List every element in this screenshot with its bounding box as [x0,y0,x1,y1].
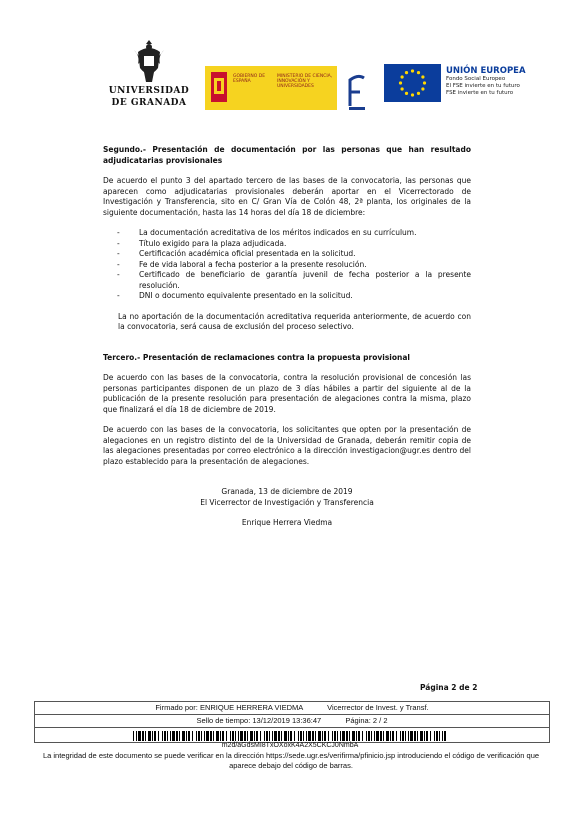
barcode-bar [198,731,200,741]
barcode-bar [400,731,401,741]
barcode-bar [154,731,156,741]
ministry-label: MINISTERIO DE CIENCIA, INNOVACIÓN Y UNIVERSIDADES [277,74,333,89]
list-item: - DNI o documento equivalente presentado en la solicitud. [117,291,353,300]
list-item: - Fe de vida laboral a fecha posterior a la presente resolución. [117,259,367,269]
barcode-bar [368,731,370,741]
section3-paragraph-2: De acuerdo con las bases de la convocatoria, los solicitantes que opten por la presentación de alegaciones en un registro distinto del de la Universidad de Granada, deberán remitir copia de las alegaciones presentadas por correo electrónico a la dirección investigacion@ugr.es dentro del plazo establecido para la presentación de alegaciones. [103,425,471,466]
barcode-bar [332,731,333,741]
barcode-bar [247,731,248,741]
barcode-bar [210,731,212,741]
barcode-bar [222,731,224,741]
barcode-bar [392,731,394,741]
barcode-bar [390,731,391,741]
barcode-bar [284,731,287,741]
barcode-bar [414,731,416,741]
barcode-bar [288,731,289,741]
barcode-bar [442,731,443,741]
section2-title: Segundo.- Presentación de documentación por las personas que han resultado adjudicatarias provisionales [103,145,471,165]
barcode-bar [192,731,193,741]
barcode-bar [226,731,227,741]
barcode-bar [235,731,236,741]
barcode-bar [376,731,379,741]
ugr-name-line2: DE GRANADA [111,98,187,108]
eu-fund: Fondo Social Europeo [446,76,506,82]
barcode-bar [386,731,389,741]
barcode-bar [315,731,316,741]
barcode-bar [366,731,367,741]
barcode-bar [362,731,363,741]
section3-title: Tercero.- Presentación de reclamaciones contra la propuesta provisional [103,352,410,362]
barcode-bar [232,731,234,741]
barcode-bar [220,731,221,741]
barcode-bar [148,731,151,741]
eu-title: UNIÓN EUROPEA [446,66,526,76]
timestamp: Sello de tiempo: 13/12/2019 13:36:47 [196,716,322,725]
ugr-logo [104,38,194,108]
eu-flag [384,64,441,102]
barcode-bar [182,731,185,741]
verification-code: m2d/aGdsMI8TxOXoxK4A2X5CKCJ0NmbA [221,742,359,749]
barcode-bar [420,731,423,741]
barcode-bar [371,731,372,741]
barcode-bar [138,731,141,741]
letterhead [0,38,580,118]
barcode-bar [318,731,321,741]
barcode-bar [306,731,307,741]
section2-note: La no aportación de la documentación acreditativa requerida anteriormente, de acuerdo con la convocatoria, será causa de exclusión del proceso selectivo. [118,311,471,331]
barcode-bar [396,731,397,741]
barcode-bar [162,731,163,741]
barcode-bar [172,731,175,741]
barcode-bar [430,731,431,741]
barcode-bar [334,731,336,741]
barcode-bar [158,731,159,741]
barcode-bar [337,731,338,741]
barcode-bar [272,731,273,741]
barcode-bar [281,731,282,741]
barcode-bar [294,731,295,741]
barcode-bar [308,731,311,741]
eu-stars-icon [384,64,441,102]
barcode-bar [342,731,345,741]
signed-by-row [35,702,549,715]
barcode-bar [444,731,446,741]
barcode-bar [136,731,137,741]
ugr-crest-icon [132,38,166,84]
barcode-bar [152,731,153,741]
barcode-bar [278,731,280,741]
barcode-bar [410,731,413,741]
spain-shield-icon [209,70,229,104]
section2-intro: De acuerdo el punto 3 del apartado tercero de las bases de la convocatoria, las personas que aparecen como adjudicatarias provisionales deberán aportar en el Vicerrectorado de Investigación y Transferencia, sito en C/ Gran Vía de Colón 48, 2ª planta, los originales de la siguiente documentación, hasta las 14 horas del día 18 de diciembre: [103,176,471,217]
barcode-bar [303,731,304,741]
barcode-bar [436,731,438,741]
barcode-bar [170,731,171,741]
barcode-bar [439,731,440,741]
barcode-bar [145,731,146,741]
eu-slogan: El FSE invierte en tu futuro [446,83,520,89]
barcode-bar [380,731,382,741]
signed-by: Firmado por: ENRIQUE HERRERA VIEDMA [155,703,303,712]
signed-role: Vicerrector de Invest. y Transf. [327,703,429,712]
barcode-bar [142,731,144,741]
barcode-bar [176,731,178,741]
timestamp-row [35,715,549,728]
barcode-bar [417,731,418,741]
verification-notice: La integridad de este documento se puede verificar en la dirección https://sede.ugr.es/verifirma/pfinicio.jsp introduciendo el código de verificación que aparece debajo del código de barras. [42,751,540,770]
document-body [103,145,471,529]
ugr-name-line1: UNIVERSIDAD [108,86,190,96]
barcode-bar [340,731,341,741]
barcode-bar [374,731,375,741]
barcode-bar [312,731,314,741]
barcode-bar [201,731,202,741]
list-item: - Certificación académica oficial presentada en la solicitud. [117,249,356,258]
barcode-bar [346,731,348,741]
list-item: - Título exigido para la plaza adjudicada. [117,238,287,248]
barcode [133,731,446,741]
barcode-bar [269,731,270,741]
gobierno-logo [205,66,337,110]
barcode-bar [424,731,425,741]
barcode-bar [188,731,190,741]
barcode-bar [300,731,302,741]
barcode-bar [179,731,180,741]
page-number: Página 2 de 2 [420,683,478,692]
barcode-bar [238,731,239,741]
barcode-bar [383,731,384,741]
gov-label: GOBIERNO DE ESPAÑA [233,74,266,84]
barcode-bar [244,731,246,741]
barcode-bar [256,731,258,741]
barcode-bar [352,731,355,741]
barcode-bar [186,731,187,741]
barcode-bar [213,731,214,741]
barcode-bar [402,731,404,741]
barcode-bar [405,731,406,741]
barcode-bar [426,731,428,741]
barcode-bar [206,731,209,741]
section3-paragraph-1: De acuerdo con las bases de la convocatoria, contra la resolución provisional de concesión las personas participantes disponen de un plazo de 3 días hábiles a partir del siguiente al de la publicación de la presente resolución para presentación de alegaciones contra la misma, plazo que finalizará el día 18 de diciembre de 2019. [103,373,471,414]
eu-text-block [446,66,556,97]
barcode-bar [204,731,205,741]
documents-list [103,228,471,302]
barcode-bar [260,731,261,741]
signer-name: Enrique Herrera Viedma [241,518,333,527]
barcode-bar [408,731,409,741]
barcode-bar [216,731,219,741]
barcode-bar [298,731,299,741]
barcode-bar [240,731,243,741]
barcode-bar [196,731,197,741]
list-item: - Certificado de beneficiario de garantía juvenil de fecha posterior a la presente resolución. [117,270,471,290]
barcode-bar [324,731,326,741]
barcode-bar [328,731,329,741]
place-date: Granada, 13 de diciembre de 2019 [221,487,353,496]
barcode-bar [133,731,134,741]
barcode-bar [264,731,265,741]
barcode-bar [434,731,435,741]
signer-title: El Vicerrector de Investigación y Transferencia [200,497,374,507]
barcode-bar [254,731,255,741]
eu-slogan-2: FSE invierte en tu futuro [446,90,514,96]
esf-logo-icon [346,72,368,112]
barcode-bar [250,731,253,741]
barcode-bar [230,731,231,741]
barcode-bar [290,731,292,741]
barcode-bar [358,731,360,741]
barcode-bar [322,731,323,741]
barcode-bar [274,731,277,741]
barcode-bar [349,731,350,741]
barcode-bar [356,731,357,741]
barcode-bar [167,731,168,741]
barcode-bar [266,731,268,741]
list-item: - La documentación acreditativa de los méritos indicados en su currículum. [117,228,417,237]
barcode-bar [164,731,166,741]
stamp-page: Página: 2 / 2 [345,716,388,725]
